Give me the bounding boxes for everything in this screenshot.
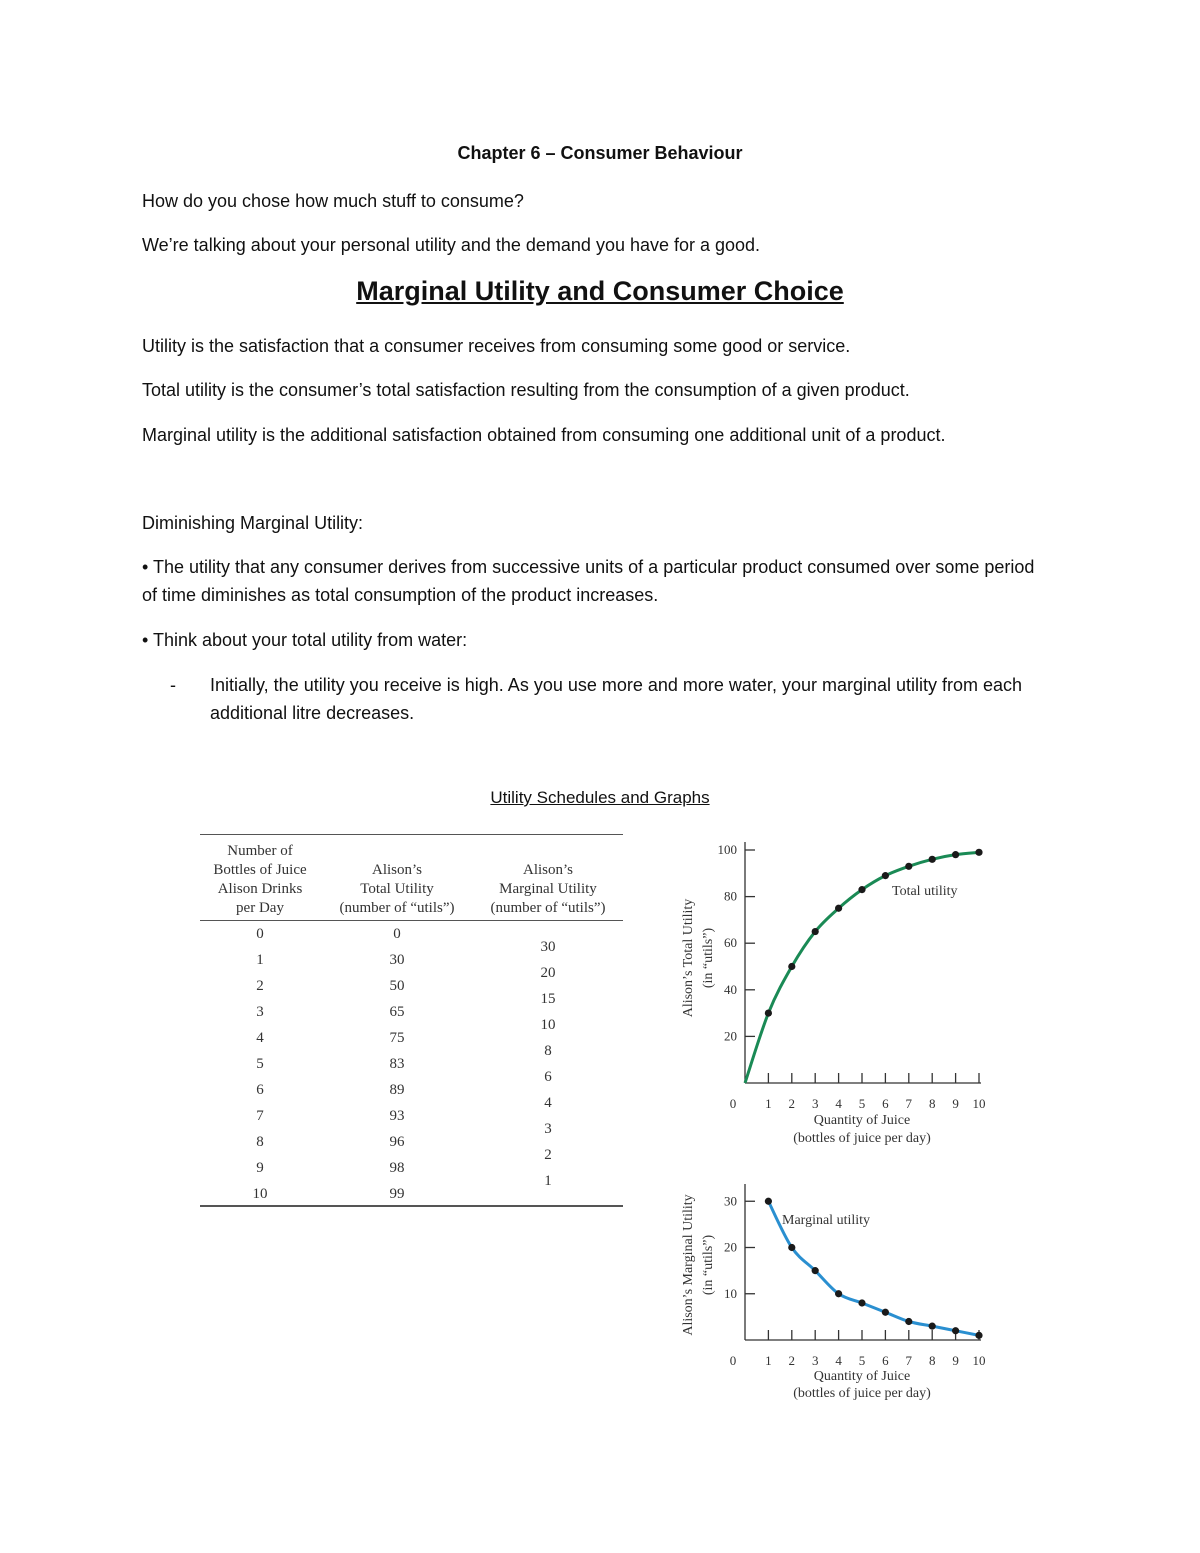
x-tick-label: 7 [905,1096,913,1111]
x-tick-label: 7 [905,1353,913,1368]
bullet-item: • The utility that any consumer derives from successive units of a particular product consumed over some period of time diminishes as total consumption of the product increases. [142,557,1035,605]
x-tick-label: 5 [858,1096,866,1111]
x-tick-label: 1 [765,1096,772,1111]
cell-bottles: 10 [252,1186,268,1202]
cell-bottles: 7 [256,1108,264,1124]
y-axis-label: Alison’s Total Utility [681,898,696,1018]
cell-bottles: 3 [256,1004,264,1020]
header-line: Bottles of Juice [213,862,307,878]
cell-marginal-utility: 4 [544,1095,552,1111]
header-line: (number of “utils”) [339,900,455,916]
cell-marginal-utility: 15 [540,991,556,1007]
y-tick-label: 60 [724,935,737,951]
cell-marginal-utility: 3 [544,1121,552,1137]
header-line: Number of [227,843,293,859]
data-point [858,1299,865,1306]
header-bottles [200,842,320,918]
cell-bottles: 4 [256,1030,264,1046]
data-points [765,849,983,1017]
data-point [765,1010,772,1017]
cell-bottles: 5 [256,1056,264,1072]
y-axis-label: Alison’s Marginal Utility [681,1194,696,1336]
cell-total-utility: 99 [389,1186,405,1202]
cell-total-utility: 75 [389,1030,405,1046]
x-tick-label: 4 [835,1096,842,1111]
y-axis-sublabel: (in “utils”) [701,927,716,989]
x-axis-label: Quantity of Juice [813,1113,911,1128]
total-utility-chart [670,833,1000,1148]
header-line: per Day [236,900,284,916]
y-tick-label: 80 [724,888,737,904]
x-tick-label: 3 [811,1096,819,1111]
x-tick-label: 3 [811,1353,819,1368]
definition-total-utility: Total utility is the consumer’s total satisfaction resulting from the consumption of a given product. [142,380,910,400]
dmu-heading: Diminishing Marginal Utility: [142,513,364,533]
y-tick-label: 20 [724,1239,737,1255]
intro-question: How do you chose how much stuff to consume? [142,191,524,211]
y-tick-label: 40 [724,981,737,997]
data-point [812,928,819,935]
cell-bottles: 8 [256,1134,264,1150]
cell-bottles: 0 [256,926,264,942]
header-line: (number of “utils”) [490,900,606,916]
x-tick-label: 4 [835,1353,842,1368]
cell-total-utility: 93 [389,1108,405,1124]
data-point [929,856,936,863]
chart-axes [745,842,981,1083]
bullet-item: • Think about your total utility from water: [142,630,468,650]
y-tick-label: 100 [717,842,737,857]
header-line: Alison Drinks [217,881,303,897]
header-marginal-utility [478,861,618,918]
cell-total-utility: 98 [389,1160,405,1176]
marginal-utility-chart [670,1180,1000,1400]
header-line: Marginal Utility [499,881,597,897]
header-line: Alison’s [522,862,573,878]
x-axis-sublabel: (bottles of juice per day) [793,1131,931,1146]
cell-total-utility: 0 [393,926,401,942]
cell-marginal-utility: 30 [540,939,556,955]
x-tick-label: 5 [858,1353,866,1368]
cell-total-utility: 96 [389,1134,405,1150]
data-point [788,1244,795,1251]
data-point [765,1198,772,1205]
data-point [952,1327,959,1334]
cell-total-utility: 50 [389,978,405,994]
dash-item-text: Initially, the utility you receive is high. As you use more and more water, your marginal utility from each additional litre decreases. [210,675,1023,723]
cell-bottles: 2 [256,978,264,994]
data-point [952,851,959,858]
x-tick-label: 6 [882,1096,889,1111]
data-point [812,1267,819,1274]
cell-marginal-utility: 2 [544,1147,552,1163]
cell-bottles: 1 [256,952,264,968]
data-point [882,872,889,879]
definition-utility: Utility is the satisfaction that a consumer receives from consuming some good or service. [142,336,851,356]
chart-axes [745,1184,981,1340]
x-tick-label: 9 [952,1353,959,1368]
data-point [975,849,982,856]
cell-total-utility: 30 [389,952,405,968]
x-tick-label: 1 [765,1353,772,1368]
chapter-title: Chapter 6 – Consumer Behaviour [457,143,743,163]
cell-bottles: 9 [256,1160,264,1176]
data-point [905,863,912,870]
x-axis-label: Quantity of Juice [813,1369,911,1384]
header-total-utility [328,861,466,918]
section-heading: Marginal Utility and Consumer Choice [356,276,844,306]
x-tick-label: 8 [928,1353,936,1368]
intro-statement: We’re talking about your personal utility and the demand you have for a good. [142,235,761,255]
cell-marginal-utility: 6 [544,1069,552,1085]
cell-bottles: 6 [256,1082,264,1098]
cell-total-utility: 83 [389,1056,405,1072]
table-top-rule [200,834,623,835]
schedule-title: Utility Schedules and Graphs [490,788,710,807]
cell-marginal-utility: 20 [540,965,556,981]
series-label: Marginal utility [782,1213,871,1228]
tick-labels [718,842,986,1111]
header-line: Alison’s [371,862,422,878]
cell-marginal-utility: 1 [544,1173,552,1189]
x-tick-label: 0 [729,1353,737,1368]
cell-marginal-utility: 8 [544,1043,552,1059]
dash-marker: - [170,675,176,695]
header-line: Total Utility [360,881,434,897]
cell-marginal-utility: 10 [540,1017,556,1033]
cell-total-utility: 89 [389,1082,405,1098]
x-tick-label: 9 [952,1096,959,1111]
definition-marginal-utility: Marginal utility is the additional satisfaction obtained from consuming one additional unit of a product. [142,425,946,445]
x-tick-label: 10 [972,1096,986,1111]
x-tick-label: 2 [788,1353,796,1368]
x-tick-label: 8 [928,1096,936,1111]
x-tick-label: 10 [972,1353,986,1368]
data-point [975,1332,982,1339]
x-axis-sublabel: (bottles of juice per day) [793,1386,931,1400]
data-point [905,1318,912,1325]
table-bottom-rule [200,1205,623,1207]
data-point [858,886,865,893]
data-point [835,905,842,912]
data-point [788,963,795,970]
x-tick-label: 0 [729,1096,737,1111]
data-point [882,1309,889,1316]
y-axis-sublabel: (in “utils”) [701,1234,716,1296]
series-label: Total utility [892,884,958,899]
y-tick-label: 10 [724,1285,737,1301]
x-tick-label: 2 [788,1096,796,1111]
table-header-rule [200,920,623,921]
data-point [929,1323,936,1330]
cell-total-utility: 65 [389,1004,405,1020]
y-tick-label: 20 [724,1028,737,1044]
x-tick-label: 6 [882,1353,889,1368]
data-point [835,1290,842,1297]
y-tick-label: 30 [724,1193,737,1209]
